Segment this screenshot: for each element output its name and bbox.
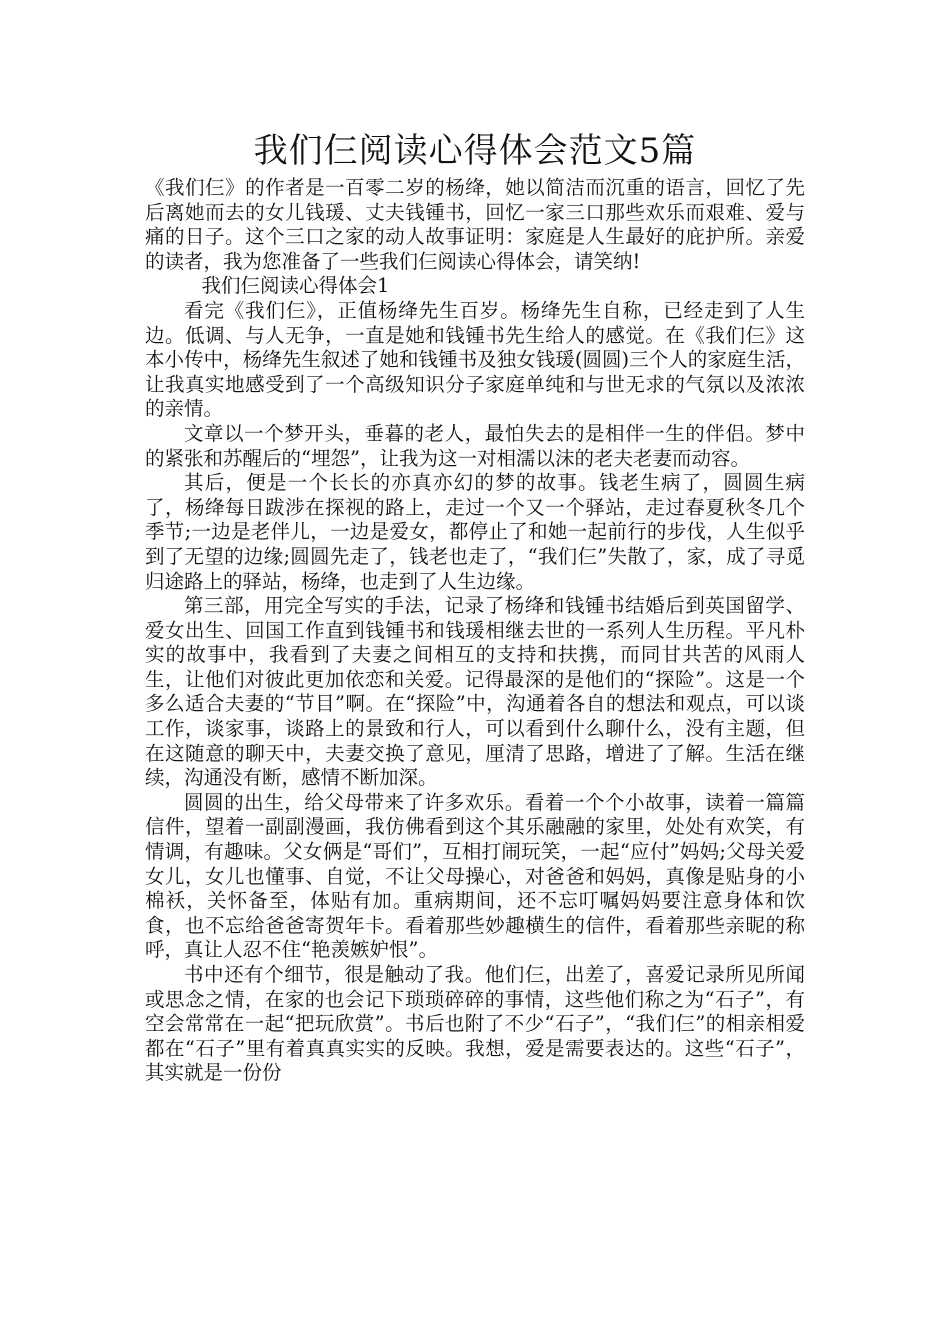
- body-paragraph-1: 看完《我们仨》，正值杨绛先生百岁。杨绛先生自称，已经走到了人生边。低调、与人无争，一直是她和钱锺书先生给人的感觉。在《我们仨》这本小传中，杨绛先生叙述了她和钱锺书及独女钱瑗(圆圆)三个人的家庭生活，让我真实地感受到了一个高级知识分子家庭单纯和与世无求的气氛以及浓浓的亲情。: [145, 298, 805, 421]
- body-paragraph-6: 书中还有个细节，很是触动了我。他们仨，出差了，喜爱记录所见所闻或思念之情，在家的也会记下琐琐碎碎的事情，这些他们称之为“石子”，有空会常常在一起“把玩欣赏”。书后也附了不少“石子”，“我们仨”的相亲相爱都在“石子”里有着真真实实的反映。我想，爱是需要表达的。这些“石子”，其实就是一份份: [145, 963, 805, 1085]
- body-paragraph-4: 第三部，用完全写实的手法，记录了杨绛和钱锺书结婚后到英国留学、爱女出生、回国工作直到钱锺书和钱瑗相继去世的一系列人生历程。平凡朴实的故事中，我看到了夫妻之间相互的支持和扶携，而同甘共苦的风雨人生，让他们对彼此更加依恋和关爱。记得最深的是他们的“探险”。这是一个多么适合夫妻的“节目”啊。在“探险”中，沟通着各自的想法和观点，可以谈工作，谈家事，谈路上的景致和行人，可以看到什么聊什么，没有主题，但在这随意的聊天中，夫妻交换了意见，厘清了思路，增进了了解。生活在继续，沟通没有断，感情不断加深。: [145, 594, 805, 790]
- intro-paragraph: 《我们仨》的作者是一百零二岁的杨绛，她以简洁而沉重的语言，回忆了先后离她而去的女儿钱瑗、丈夫钱锺书，回忆一家三口那些欢乐而艰难、爱与痛的日子。这个三口之家的动人故事证明：家庭是人生最好的庇护所。亲爱的读者，我为您准备了一些我们仨阅读心得体会，请笑纳!: [145, 176, 805, 273]
- body-paragraph-2: 文章以一个梦开头，垂暮的老人，最怕失去的是相伴一生的伴侣。梦中的紧张和苏醒后的“埋怨”，让我为这一对相濡以沫的老夫老妻而动容。: [145, 421, 805, 470]
- document-title: 我们仨阅读心得体会范文5篇: [253, 131, 697, 171]
- body-paragraph-3: 其后，便是一个长长的亦真亦幻的梦的故事。钱老生病了，圆圆生病了，杨绛每日跋涉在探视的路上，走过一个又一个驿站，走过春夏秋冬几个季节;一边是老伴儿，一边是爱女，都停止了和她一起前行的步伐，人生似乎到了无望的边缘;圆圆先走了，钱老也走了，“我们仨”失散了，家，成了寻觅归途路上的驿站，杨绛，也走到了人生边缘。: [145, 471, 805, 593]
- body-paragraph-5: 圆圆的出生，给父母带来了许多欢乐。看着一个个小故事，读着一篇篇信件，望着一副副漫画，我仿佛看到这个其乐融融的家里，处处有欢笑，有情调，有趣味。父女俩是“哥们”，互相打闹玩笑，一起“应付”妈妈;父母关爱女儿，女儿也懂事、自觉，不让父母操心，对爸爸和妈妈，真像是贴身的小棉袄，关怀备至，体贴有加。重病期间，还不忘叮嘱妈妈要注意身体和饮食，也不忘给爸爸寄贺年卡。看着那些妙趣横生的信件，看着那些亲昵的称呼，真让人忍不住“艳羡嫉妒恨”。: [145, 790, 805, 962]
- document-body: [145, 176, 805, 1086]
- section-heading: 我们仨阅读心得体会1: [201, 274, 390, 298]
